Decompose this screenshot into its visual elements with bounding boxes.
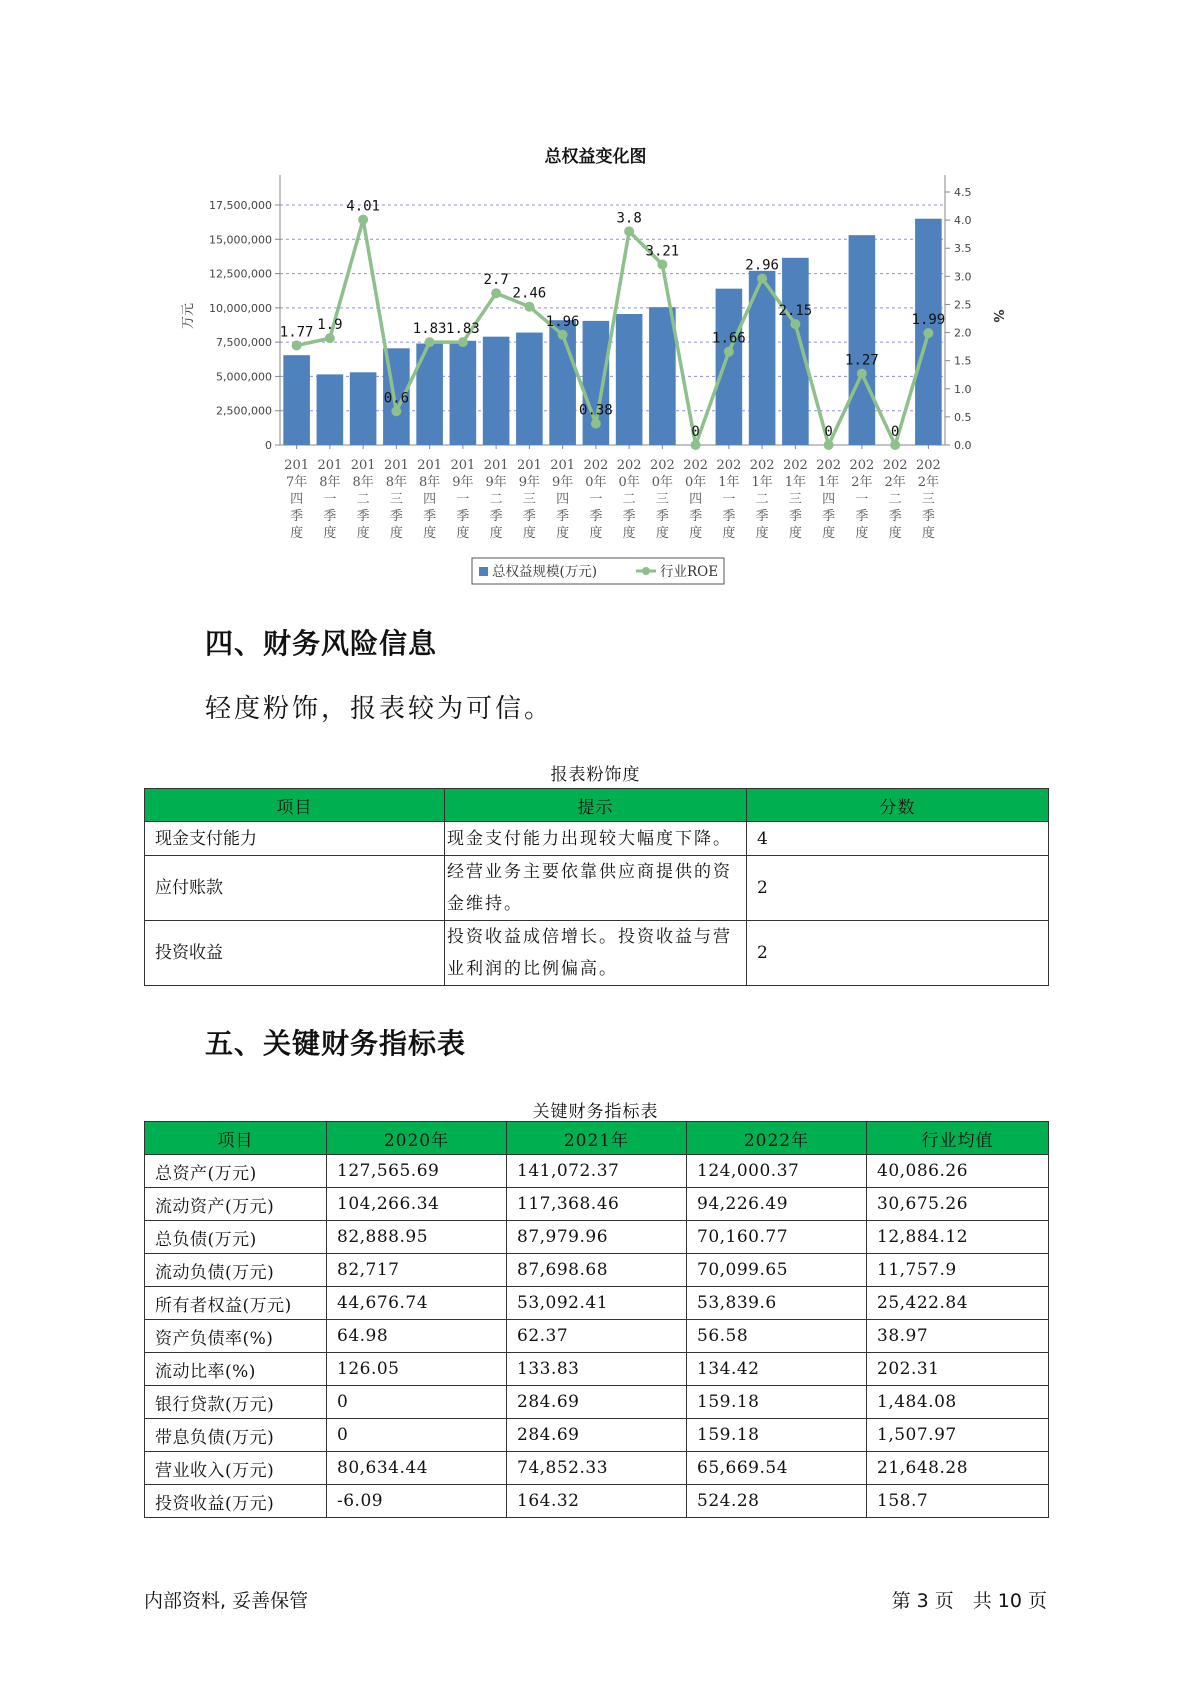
x-tick-label: 202 1年三季度 (782, 458, 808, 541)
y-tick-label: 7,500,000 (216, 336, 272, 350)
roe-data-label: 2.15 (778, 303, 813, 320)
footer-page-number: 第 3 页 共 10 页 (891, 1590, 1047, 1612)
y-tick-label: 5,000,000 (216, 370, 272, 384)
table-row (145, 1452, 1049, 1485)
kpi-value: 30,675.26 (867, 1188, 1049, 1221)
kpi-value: 65,669.54 (687, 1452, 867, 1485)
kpi-value: 11,757.9 (867, 1254, 1049, 1287)
y2-tick-label: 3.5 (954, 242, 972, 256)
kpi-table-body (145, 1155, 1049, 1518)
roe-data-label: 2.96 (745, 257, 779, 274)
legend-label-bar: 总权益规模(万元) (492, 564, 598, 580)
column-header-2021: 2021年 (507, 1122, 687, 1155)
y-tick-label: 15,000,000 (209, 233, 272, 247)
y2-tick-label: 3.0 (954, 270, 972, 284)
y2-tick-label: 2.0 (954, 326, 972, 340)
kpi-value: 117,368.46 (507, 1188, 687, 1221)
risk-tip: 经营业务主要依靠供应商提供的资金维持。 (445, 856, 747, 921)
kpi-value: 1,507.97 (867, 1419, 1049, 1452)
kpi-value: 134.42 (687, 1353, 867, 1386)
footer-confidential: 内部资料, 妥善保管 (144, 1590, 309, 1612)
x-tick-label: 201 9年一季度 (450, 458, 476, 541)
kpi-table (144, 1121, 1049, 1518)
equity-chart (0, 0, 1191, 600)
x-tick-label: 201 8年二季度 (350, 458, 376, 541)
y2-tick-label: 4.0 (954, 214, 972, 228)
roe-point (857, 369, 867, 379)
risk-table-caption: 报表粉饰度 (550, 765, 641, 785)
roe-point (624, 226, 634, 236)
kpi-value: 104,266.34 (327, 1188, 507, 1221)
x-tick-label: 201 9年三季度 (516, 458, 542, 541)
roe-data-label: 0 (824, 424, 833, 440)
roe-point (558, 330, 568, 340)
kpi-value: 284.69 (507, 1386, 687, 1419)
kpi-item: 资产负债率(%) (145, 1320, 327, 1353)
bar (649, 307, 676, 445)
kpi-value: 25,422.84 (867, 1287, 1049, 1320)
roe-point (691, 440, 701, 450)
x-tick-label: 202 0年二季度 (616, 458, 642, 541)
y2-tick-label: 1.5 (954, 354, 972, 368)
kpi-value: 133.83 (507, 1353, 687, 1386)
kpi-value: 87,698.68 (507, 1254, 687, 1287)
kpi-value: 126.05 (327, 1353, 507, 1386)
risk-score: 2 (747, 856, 1049, 921)
roe-point (292, 340, 302, 350)
column-header-item: 项目 (145, 1122, 327, 1155)
roe-point (824, 440, 834, 450)
y2-tick-label: 4.5 (954, 186, 972, 199)
kpi-value: 70,099.65 (687, 1254, 867, 1287)
roe-data-label: 1.83 (412, 321, 447, 338)
section-heading-kpi: 五、关键财务指标表 (205, 1027, 467, 1060)
bar (350, 372, 377, 445)
kpi-item: 总资产(万元) (145, 1155, 327, 1188)
roe-data-label: 1.27 (845, 352, 879, 369)
roe-point (890, 440, 900, 450)
roe-data-label: 0.38 (579, 402, 613, 419)
risk-score: 4 (747, 822, 1049, 856)
column-header-score: 分数 (747, 789, 1049, 822)
roe-point (724, 347, 734, 357)
roe-point (790, 319, 800, 329)
roe-data-label: 4.01 (346, 198, 380, 215)
table-row (145, 1485, 1049, 1518)
kpi-table-caption: 关键财务指标表 (532, 1102, 659, 1122)
y2-axis-title: % (990, 309, 1005, 323)
kpi-item: 流动比率(%) (145, 1353, 327, 1386)
x-tick-label: 201 9年四季度 (550, 458, 576, 541)
y-axis-title: 万元 (181, 302, 196, 330)
x-tick-label: 201 9年二季度 (483, 458, 509, 541)
roe-point (491, 288, 501, 298)
table-row (145, 921, 1049, 986)
kpi-value: 159.18 (687, 1386, 867, 1419)
roe-data-label: 1.77 (279, 324, 314, 341)
kpi-value: -6.09 (327, 1485, 507, 1518)
y2-tick-label: 0.5 (954, 410, 972, 424)
kpi-value: 74,852.33 (507, 1452, 687, 1485)
legend-swatch-marker (642, 567, 650, 575)
x-tick-label: 202 2年二季度 (882, 458, 908, 541)
table-row (145, 1386, 1049, 1419)
x-tick-label: 201 8年四季度 (417, 458, 443, 541)
y-tick-label: 2,500,000 (216, 404, 272, 418)
risk-tip: 现金支付能力出现较大幅度下降。 (445, 822, 747, 856)
risk-item: 应付账款 (145, 856, 445, 921)
x-tick-label: 202 1年二季度 (749, 458, 775, 541)
kpi-value: 87,979.96 (507, 1221, 687, 1254)
roe-point (458, 337, 468, 347)
risk-table (144, 788, 1049, 986)
risk-score: 2 (747, 921, 1049, 986)
kpi-value: 64.98 (327, 1320, 507, 1353)
bar (317, 374, 344, 445)
roe-point (358, 215, 368, 225)
chart-title: 总权益变化图 (544, 147, 647, 167)
table-row (145, 1320, 1049, 1353)
kpi-value: 0 (327, 1419, 507, 1452)
bar (716, 289, 743, 445)
kpi-value: 82,717 (327, 1254, 507, 1287)
roe-point (325, 333, 335, 343)
kpi-item: 银行贷款(万元) (145, 1386, 327, 1419)
kpi-value: 62.37 (507, 1320, 687, 1353)
table-header-row (145, 1122, 1049, 1155)
kpi-item: 流动资产(万元) (145, 1188, 327, 1221)
table-header-row (145, 789, 1049, 822)
roe-point (425, 337, 435, 347)
column-header-2022: 2022年 (687, 1122, 867, 1155)
table-row (145, 1155, 1049, 1188)
bar (450, 341, 477, 445)
roe-data-label: 3.21 (645, 243, 680, 260)
bar (483, 337, 510, 445)
x-tick-label: 202 0年四季度 (683, 458, 709, 541)
kpi-value: 0 (327, 1386, 507, 1419)
kpi-value: 80,634.44 (327, 1452, 507, 1485)
roe-point (524, 302, 534, 312)
table-row (145, 822, 1049, 856)
kpi-value: 44,676.74 (327, 1287, 507, 1320)
x-tick-label: 201 7年四季度 (284, 458, 310, 541)
kpi-value: 164.32 (507, 1485, 687, 1518)
x-tick-label: 202 2年三季度 (915, 458, 941, 541)
table-row (145, 1188, 1049, 1221)
y2-tick-label: 2.5 (954, 298, 972, 312)
x-tick-label: 201 8年一季度 (317, 458, 343, 541)
y-tick-label: 0 (265, 439, 272, 452)
kpi-item: 流动负债(万元) (145, 1254, 327, 1287)
x-tick-label: 202 0年三季度 (649, 458, 675, 541)
bar (283, 355, 310, 445)
roe-data-label: 1.99 (911, 312, 946, 329)
column-header-industry-avg: 行业均值 (867, 1122, 1049, 1155)
roe-data-label: 0 (890, 424, 900, 440)
roe-data-label: 1.9 (317, 317, 343, 334)
roe-data-label: 0.6 (383, 390, 410, 407)
table-row (145, 1353, 1049, 1386)
kpi-item: 所有者权益(万元) (145, 1287, 327, 1320)
bar (616, 314, 643, 445)
y-tick-label: 12,500,000 (209, 267, 272, 281)
kpi-value: 94,226.49 (687, 1188, 867, 1221)
kpi-value: 70,160.77 (687, 1221, 867, 1254)
roe-point (657, 260, 667, 270)
kpi-value: 82,888.95 (327, 1221, 507, 1254)
x-tick-label: 201 8年三季度 (383, 458, 409, 541)
roe-point (591, 419, 601, 429)
column-header-item: 项目 (145, 789, 445, 822)
table-row (145, 856, 1049, 921)
roe-data-label: 0 (691, 424, 700, 440)
kpi-item: 带息负债(万元) (145, 1419, 327, 1452)
y-tick-label: 10,000,000 (209, 301, 272, 315)
legend-label-line: 行业ROE (660, 564, 719, 580)
column-header-2020: 2020年 (327, 1122, 507, 1155)
kpi-value: 38.97 (867, 1320, 1049, 1353)
x-tick-label: 202 0年一季度 (583, 458, 609, 541)
y2-tick-label: 1.0 (954, 382, 972, 396)
kpi-value: 158.7 (867, 1485, 1049, 1518)
kpi-value: 124,000.37 (687, 1155, 867, 1188)
y-tick-label: 17,500,000 (209, 199, 272, 212)
kpi-value: 12,884.12 (867, 1221, 1049, 1254)
table-row (145, 1287, 1049, 1320)
risk-item: 投资收益 (145, 921, 445, 986)
y2-tick-label: 0.0 (954, 439, 972, 452)
risk-item: 现金支付能力 (145, 822, 445, 856)
kpi-item: 营业收入(万元) (145, 1452, 327, 1485)
legend-swatch-bar (479, 567, 488, 576)
risk-tip: 投资收益成倍增长。投资收益与营业利润的比例偏高。 (445, 921, 747, 986)
roe-data-label: 1.83 (446, 321, 480, 338)
kpi-value: 21,648.28 (867, 1452, 1049, 1485)
roe-data-label: 1.66 (712, 330, 746, 347)
x-tick-label: 202 1年四季度 (816, 458, 842, 541)
table-row (145, 1254, 1049, 1287)
kpi-value: 524.28 (687, 1485, 867, 1518)
kpi-value: 1,484.08 (867, 1386, 1049, 1419)
bar (516, 333, 543, 445)
kpi-value: 284.69 (507, 1419, 687, 1452)
kpi-item: 投资收益(万元) (145, 1485, 327, 1518)
kpi-value: 159.18 (687, 1419, 867, 1452)
x-tick-label: 202 1年一季度 (716, 458, 742, 541)
kpi-value: 202.31 (867, 1353, 1049, 1386)
risk-conclusion-text: 轻度粉饰，报表较为可信。 (205, 694, 554, 724)
roe-data-label: 1.96 (545, 313, 580, 330)
kpi-value: 141,072.37 (507, 1155, 687, 1188)
kpi-value: 56.58 (687, 1320, 867, 1353)
x-tick-label: 202 2年一季度 (849, 458, 875, 541)
kpi-item: 总负债(万元) (145, 1221, 327, 1254)
kpi-value: 53,839.6 (687, 1287, 867, 1320)
table-row (145, 1221, 1049, 1254)
roe-data-label: 2.7 (483, 272, 509, 289)
table-row (145, 1419, 1049, 1452)
bar (849, 235, 876, 445)
section-heading-risk: 四、财务风险信息 (205, 627, 438, 660)
column-header-tip: 提示 (445, 789, 747, 822)
roe-point (923, 328, 933, 338)
roe-point (391, 406, 401, 416)
roe-data-label: 3.8 (616, 210, 642, 227)
kpi-value: 40,086.26 (867, 1155, 1049, 1188)
roe-data-label: 2.46 (512, 285, 547, 302)
kpi-value: 127,565.69 (327, 1155, 507, 1188)
kpi-value: 53,092.41 (507, 1287, 687, 1320)
roe-point (757, 274, 767, 284)
